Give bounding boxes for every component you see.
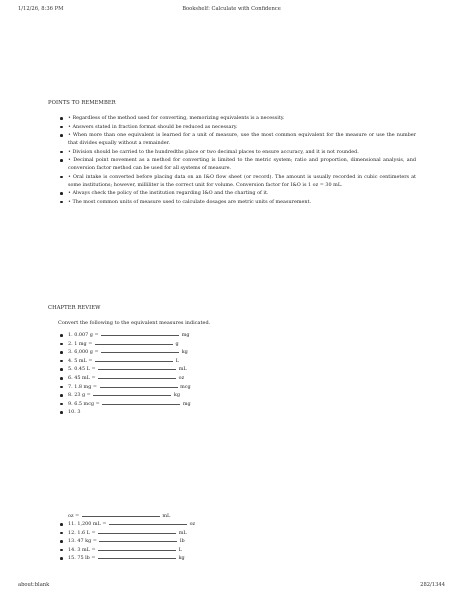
review-item (58, 537, 195, 546)
points-list (58, 114, 416, 206)
review-item (58, 331, 191, 340)
question-text: 11. 1,200 mL = (68, 521, 107, 527)
point-item: • Regardless of the method used for converting, memorizing equivalents is a necessity. (58, 114, 416, 123)
unit-text: mcg (180, 383, 191, 390)
question-text: 5. 0.45 L = (68, 366, 96, 373)
unit-text: L (178, 546, 182, 553)
answer-blank (109, 520, 187, 525)
answer-blank (98, 546, 176, 551)
question-text: 4. 5 mL = (68, 357, 93, 364)
review-item (58, 383, 191, 392)
print-timestamp: 1/12/26, 8:36 PM (18, 6, 64, 12)
unit-text: mL (162, 513, 171, 519)
review-item (58, 520, 195, 529)
answer-blank (101, 348, 179, 353)
answer-blank (99, 537, 177, 542)
print-title: Bookshelf: Calculate with Confidence (182, 6, 281, 12)
answer-blank (82, 512, 160, 517)
unit-text: mg (181, 332, 190, 338)
answer-blank (98, 554, 176, 559)
review-instruction: Convert the following to the equivalent measures indicated. (58, 320, 211, 326)
unit-text: kg (173, 392, 181, 399)
unit-text: oz (189, 521, 196, 527)
answer-blank (93, 391, 171, 396)
answer-blank (100, 383, 178, 388)
question-text: 13. 47 kg = (68, 538, 97, 545)
question-text: 8. 23 g = (68, 392, 91, 399)
unit-text: g (175, 340, 179, 347)
answer-blank (102, 400, 180, 405)
point-item: • Division should be carried to the hundredths place or two decimal places to ensure accuracy, and it is not rounded. (58, 148, 416, 157)
answer-blank (95, 357, 173, 362)
review-item (58, 374, 191, 383)
question-text: 6. 45 mL = (68, 374, 96, 381)
point-item: • Answers stated in fraction format should be reduced as necessary. (58, 123, 416, 132)
review-list-part-2 (58, 520, 195, 563)
question-text: 7. 1.8 mg = (68, 383, 97, 390)
unit-text: mg (182, 400, 191, 407)
review-item (58, 340, 191, 349)
point-item: • Always check the policy of the institution regarding I&O and the charting of it. (58, 189, 416, 198)
unit-text: kg (181, 349, 188, 356)
unit-text: oz (178, 374, 185, 381)
points-to-remember-heading: POINTS TO REMEMBER (48, 100, 116, 106)
question-text: 14. 3 mL = (68, 546, 96, 553)
point-item: • Decimal point movement as a method for converting is limited to the metric system; ratio and proportion, dimensional analysis, and conversion factor method can be used for all systems of measure. (58, 156, 416, 172)
review-item-10-continuation (68, 512, 170, 519)
review-item (58, 529, 195, 538)
review-item (58, 348, 191, 357)
answer-blank (95, 340, 173, 345)
page-number: 282/1344 (420, 582, 445, 588)
question-text: 12. 1.6 L = (68, 529, 96, 536)
chapter-review-heading: CHAPTER REVIEW (48, 305, 101, 311)
review-item (58, 400, 191, 409)
review-item (58, 554, 195, 563)
footer-url: about:blank (18, 582, 50, 588)
answer-blank (98, 529, 176, 534)
unit-text: kg (178, 555, 185, 562)
answer-blank (101, 331, 179, 336)
unit-text: L (175, 357, 179, 364)
review-list-part-1 (58, 331, 191, 417)
unit-text: lb (179, 538, 185, 545)
review-item (58, 365, 191, 374)
question-text: 2. 1 mg = (68, 340, 93, 347)
question-text: 10. 3 (68, 409, 81, 416)
question-text: 1. 0.007 g = (68, 332, 99, 338)
question-text: oz = (68, 513, 80, 519)
point-item: • Oral intake is converted before placing data on an I&O flow sheet (or record). The amount is usually recorded in cubic centimeters at some institutions; however, milliliter is the correct unit for volume. Conversion factor for I&O is 1 oz = 30 mL. (58, 173, 416, 189)
review-item (58, 357, 191, 366)
unit-text: mL (178, 366, 187, 373)
review-item (58, 546, 195, 555)
point-item: • The most common units of measure used to calculate dosages are metric units of measurement. (58, 198, 416, 207)
unit-text: mL (178, 529, 187, 536)
point-item: • When more than one equivalent is learned for a unit of measure, use the most common equivalent for the measure or use the number that divides equally without a remainder. (58, 131, 416, 147)
question-text: 3. 6,000 g = (68, 349, 99, 356)
answer-blank (98, 374, 176, 379)
review-item (58, 391, 191, 400)
question-text: 9. 6.5 mcg = (68, 400, 100, 407)
answer-blank (98, 365, 176, 370)
review-item (58, 408, 191, 417)
question-text: 15. 75 lb = (68, 555, 96, 562)
